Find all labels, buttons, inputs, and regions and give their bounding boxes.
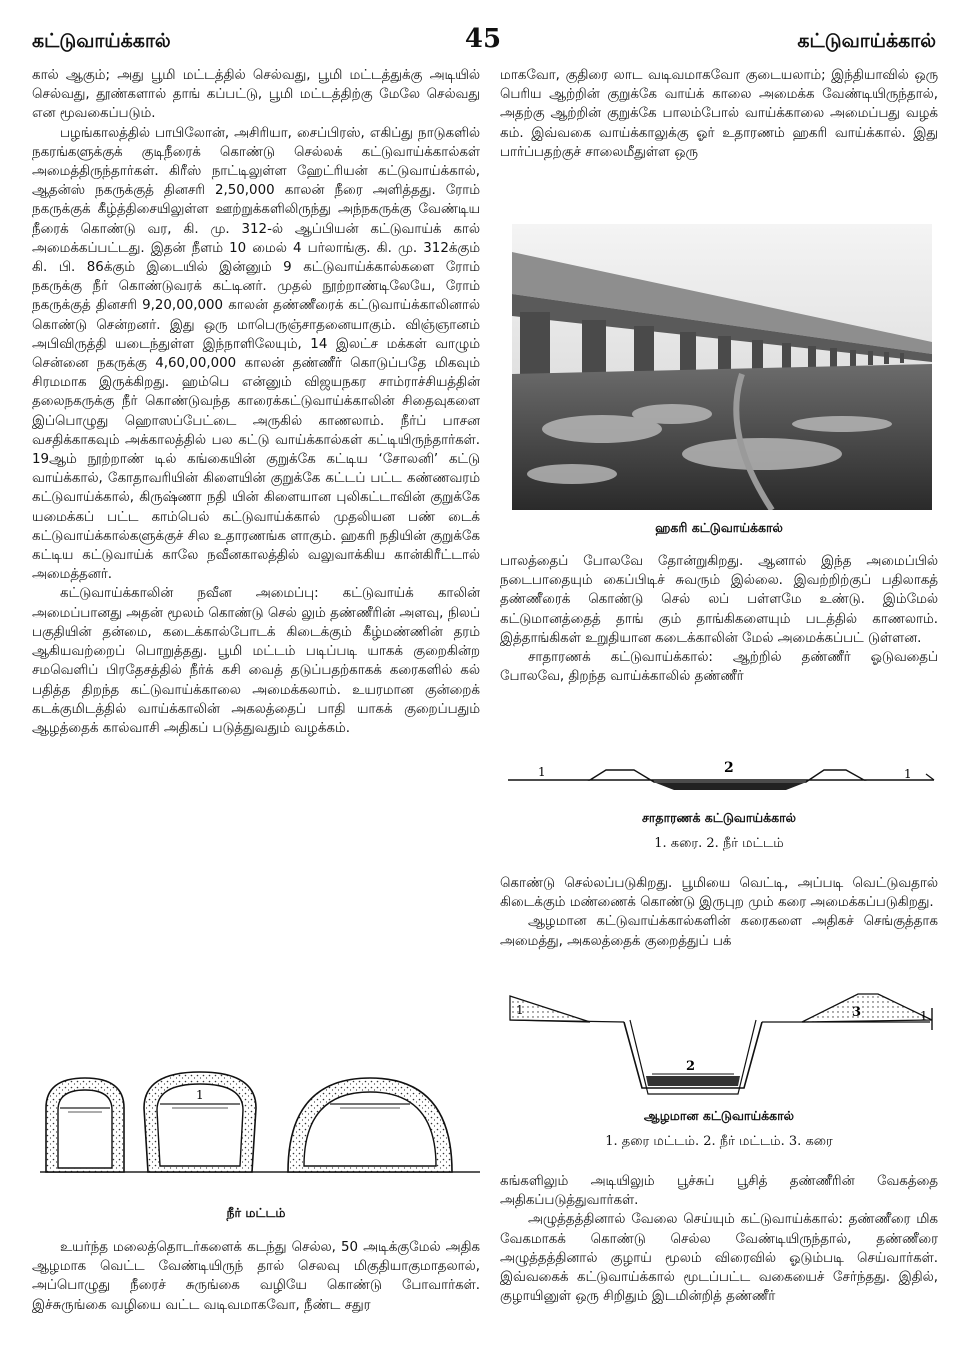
diagram2-marker-1: 1 xyxy=(516,1003,524,1017)
horseshoe-tunnel-section xyxy=(144,1072,256,1172)
hagari-aqueduct-photo xyxy=(512,224,932,510)
left-paragraph-4: உயர்ந்த மலைத்தொடர்களைக் கடந்து செல்ல, 50 அடிக்குமேல் அதிக ஆழமாக வெட்ட வேண்டியிருந் தால் செலவு மிகுதியாகுமாதலால், அப்பொழுது நீரைச் சுருங்கை வழியே கொண்டு போவார்கள். இச்சுருங்கை வழியை வட்ட வடிவமாகவோ, நீண்ட சதுர xyxy=(32,1240,480,1313)
right-paragraph-3: சாதாரணக் கட்டுவாய்க்கால்: ஆற்றில் தண்ணீர் ஓடுவதைப் போலவே, திறந்த வாய்க்காலில் தண்ணீர் xyxy=(500,650,938,685)
running-header-right: கட்டுவாய்க்கால் xyxy=(797,30,936,52)
tunnel-figure-caption: நீர் மட்டம் xyxy=(226,1205,286,1220)
right-paragraph-2: பாலத்தைப் போலவே தோன்றுகிறது. ஆனால் இந்த அமைப்பில் நடைபாதையும் கைப்பிடிச் சுவரும் இல்லை. இவற்றிற்குப் பதிலாகத் தண்ணீரைக் கொண்டு செல் லப் பள்ளமே உண்டு. இம்மேல் கட்டுமானத்தைத் தாங் கும் தாங்கிகளையும் படத்தில் காணலாம். இத்தாங்கிகள் உறுதியான கடைக்காலின் மேல் அமைக்கப்பட் டுள்ளன. xyxy=(500,554,938,646)
right-column-text-lower xyxy=(500,874,938,974)
tunnel-sections-figure xyxy=(40,1068,480,1186)
right-paragraph-7: அழுத்தத்தினால் வேலை செய்யும் கட்டுவாய்க்கால்: தண்ணீரை மிக வேகமாகக் கொண்டு செல்ல வேண்டியிருந்தால், தண்ணீரை அழுத்தத்தினால் குழாய் மூலம் விரைவில் ஓடும்படி செய்வார்கள். இவ்வகைக் கட்டுவாய்க்கால் மூடப்பட்ட வகையைச் சேர்ந்தது. இதில், குழாயினுள் ஒரு சிறிதும் இடமின்றித் தண்ணீர் xyxy=(500,1212,938,1305)
ordinary-canal-caption: சாதாரணக் கட்டுவாய்க்கால் xyxy=(641,810,797,825)
right-paragraph-1: மாகவோ, குதிரை லாட வடிவமாகவோ குடையலாம்; இந்தியாவில் ஒரு பெரிய ஆற்றின் குறுக்கே வாய்க் காலை அமைக்க வேண்டியிருந்தால், அதற்கு ஆற்றின் குறுக்கே பாலம்போல் வாய்க்காலை அமைப்பது வழக் கம். இவ்வகை வாய்க்காலுக்கு ஓர் உதாரணம் ஹகரி வாய்க்கால். இது பார்ப்பதற்குச் சாலைமீதுள்ள ஒரு xyxy=(500,68,938,160)
left-column-text-bottom xyxy=(32,1238,480,1348)
deep-canal-diagram xyxy=(506,990,936,1102)
left-paragraph-2: பழங்காலத்தில் பாபிலோன், அசிரியா, சைப்பிரஸ், எகிப்து நாடுகளில் நகரங்களுக்குக் குடிநீரைக் கொண்டு செல்லக் கட்டுவாய்க்கால்கள் அமைத்திருந்தார்கள். கிரீஸ் நாட்டிலுள்ள ஹேட்ரியன் கட்டுவாய்க்கால், ஆதன்ஸ் நகருக்குத் தினசரி 2,50,000 காலன் நீரை அளித்தது. ரோம் நகருக்குக் கீழ்த்திசையிலுள்ள ஊற்றுக்களிலிருந்து அந்நகருக்கு வேண்டிய நீரைக் கொண்டு வர, கி. மு. 312-ல் ஆப்பியன் கட்டுவாய்க் கால் அமைக்கப்பட்டது. இதன் நீளம் 10 மைல் 4 பர்லாங்கு. கி. மு. 312க்கும் கி. பி. 86க்கும் இடையில் இன்னும் 9 கட்டுவாய்க்கால்களை ரோம் நகருக்கு நீர் கொண்டுவரக் கட்டினர். முதல் நூற்றாண்டிலேயே, ரோம் நகருக்குத் தினசரி 9,20,00,000 காலன் தண்ணீரைக் கட்டுவாய்க்காலினால் கொண்டு சென்றனர். இது ஒரு மாபெருஞ்சாதனையாகும். விஞ்ஞானம் அபிவிருத்தி யடைந்துள்ள இந்நாளிலேயும், 14 இலட்ச மக்கள் வாழும் சென்னை நகருக்கு 4,60,00,000 காலன் தண்ணீர் கொடுப்பதே மிகவும் சிரமமாக இருக்கிறது. ஹம்பெ என்னும் விஜயநகர சாம்ராச்சியத்தின் தலைநகருக்கு நீர் கொண்டுவந்த காரைக்கட்டுவாய்க்காலின் சிதைவுகளை இப்பொழுது ஹொஸப்பேட்டை அருகில் காணலாம். நீர்ப் பாசன வசதிக்காகவும் அக்காலத்தில் பல கட்டு வாய்க்கால்கள் கட்டியிருந்தார்கள். 19ஆம் நூற்றாண் டில் கங்கையின் குறுக்கே கட்டிய ‘சோலனி’ கட்டு வாய்க்கால், கோதாவரியின் கிளையின் குறுக்கே கட்டப் பட்ட கண்ணவரம் கட்டுவாய்க்கால், கிருஷ்ணா நதி யின் கிளையான புலிகட்டாவின் குறுக்கே யமைக்கப் பட்ட காம்பெல் கட்டுவாய்க்கால் முதலியன பண் டைக் கட்டுவாய்க்கால்களுக்குச் சில உதாரணங்க ளாகும். ஹகரி நதியின் குறுக்கே கட்டிய கட்டுவாய்க் காலே நவீனகாலத்தில் வலுவாக்கிய கான்கிரீட்டால் அமைத்தனர். xyxy=(32,125,480,583)
arched-tunnel-section xyxy=(288,1078,452,1172)
tunnel-marker-1: 1 xyxy=(196,1088,204,1102)
page-number: 45 xyxy=(464,24,502,54)
deep-canal-legend: 1. தரை மட்டம். 2. நீர் மட்டம். 3. கரை xyxy=(605,1134,833,1149)
left-paragraph-1: கால் ஆகும்; அது பூமி மட்டத்தில் செல்வது, பூமி மட்டத்துக்கு அடியில் செல்வது, தூண்களால் தாங் கப்பட்டு, பூமி மட்டத்திற்கு மேலே செல்வது என மூவகைப்படும். xyxy=(32,68,480,122)
right-column-text-top xyxy=(500,66,938,206)
right-column-text-middle xyxy=(500,552,938,742)
diagram1-marker-1-right: 1 xyxy=(904,767,912,781)
photo-caption: ஹகரி கட்டுவாய்க்கால் xyxy=(655,520,783,535)
rectangular-tunnel-section xyxy=(46,1078,124,1172)
right-column-text-bottom xyxy=(500,1172,938,1352)
running-header-left: கட்டுவாய்க்கால் xyxy=(32,30,171,52)
right-paragraph-6: கங்களிலும் அடியிலும் பூச்சுப் பூசித் தண்ணீரின் வேகத்தை அதிகப்படுத்துவார்கள். xyxy=(500,1174,938,1209)
left-column-text xyxy=(32,66,480,1056)
diagram1-marker-2: 2 xyxy=(724,760,734,776)
left-paragraph-3: கட்டுவாய்க்காலின் நவீன அமைப்பு: கட்டுவாய்க் காலின் அமைப்பானது அதன் மூலம் கொண்டு செல் லும் தண்ணீரின் அளவு, நிலப் பகுதியின் தன்மை, கடைக்கால்போடக் கிடைக்கும் கீழ்மண்ணின் தரம் ஆகியவற்றைப் பொறுத்தது. பூமி மட்டம் படிப்படி யாகக் குறைகின்ற சமவெளிப் பிரதேசத்தில் நீர்க் கசி வைத் தடுப்பதற்காகக் கரைகளில் கல் பதித்த திறந்த கட்டுவாய்க்காலை அமைக்கலாம். உயரமான குன்றைக் கடக்குமிடத்தில் வாய்க்காலின் அகலத்தைப் பாதி யாகக் குறைப்பதும் ஆழத்தைக் கால்வாசி அதிகப் படுத்துவதும் வழக்கம். xyxy=(32,586,480,736)
diagram1-marker-1: 1 xyxy=(538,765,546,779)
right-paragraph-5: ஆழமான கட்டுவாய்க்கால்களின் கரைகளை அதிகச் செங்குத்தாக அமைத்து, அகலத்தைக் குறைத்துப் பக் xyxy=(500,914,938,949)
diagram2-marker-3: 3 xyxy=(852,1005,862,1020)
right-paragraph-4: கொண்டு செல்லப்படுகிறது. பூமியை வெட்டி, அப்படி வெட்டுவதால் கிடைக்கும் மண்ணைக் கொண்டு இருபுற மும் கரை அமைக்கப்படுகிறது. xyxy=(500,876,938,911)
diagram2-marker-2: 2 xyxy=(686,1059,696,1074)
deep-canal-caption: ஆழமான கட்டுவாய்க்கால் xyxy=(643,1108,795,1123)
ordinary-canal-diagram xyxy=(506,758,936,798)
diagram2-marker-1-right: 1 xyxy=(920,1009,928,1023)
ordinary-canal-legend: 1. கரை. 2. நீர் மட்டம் xyxy=(654,836,784,851)
